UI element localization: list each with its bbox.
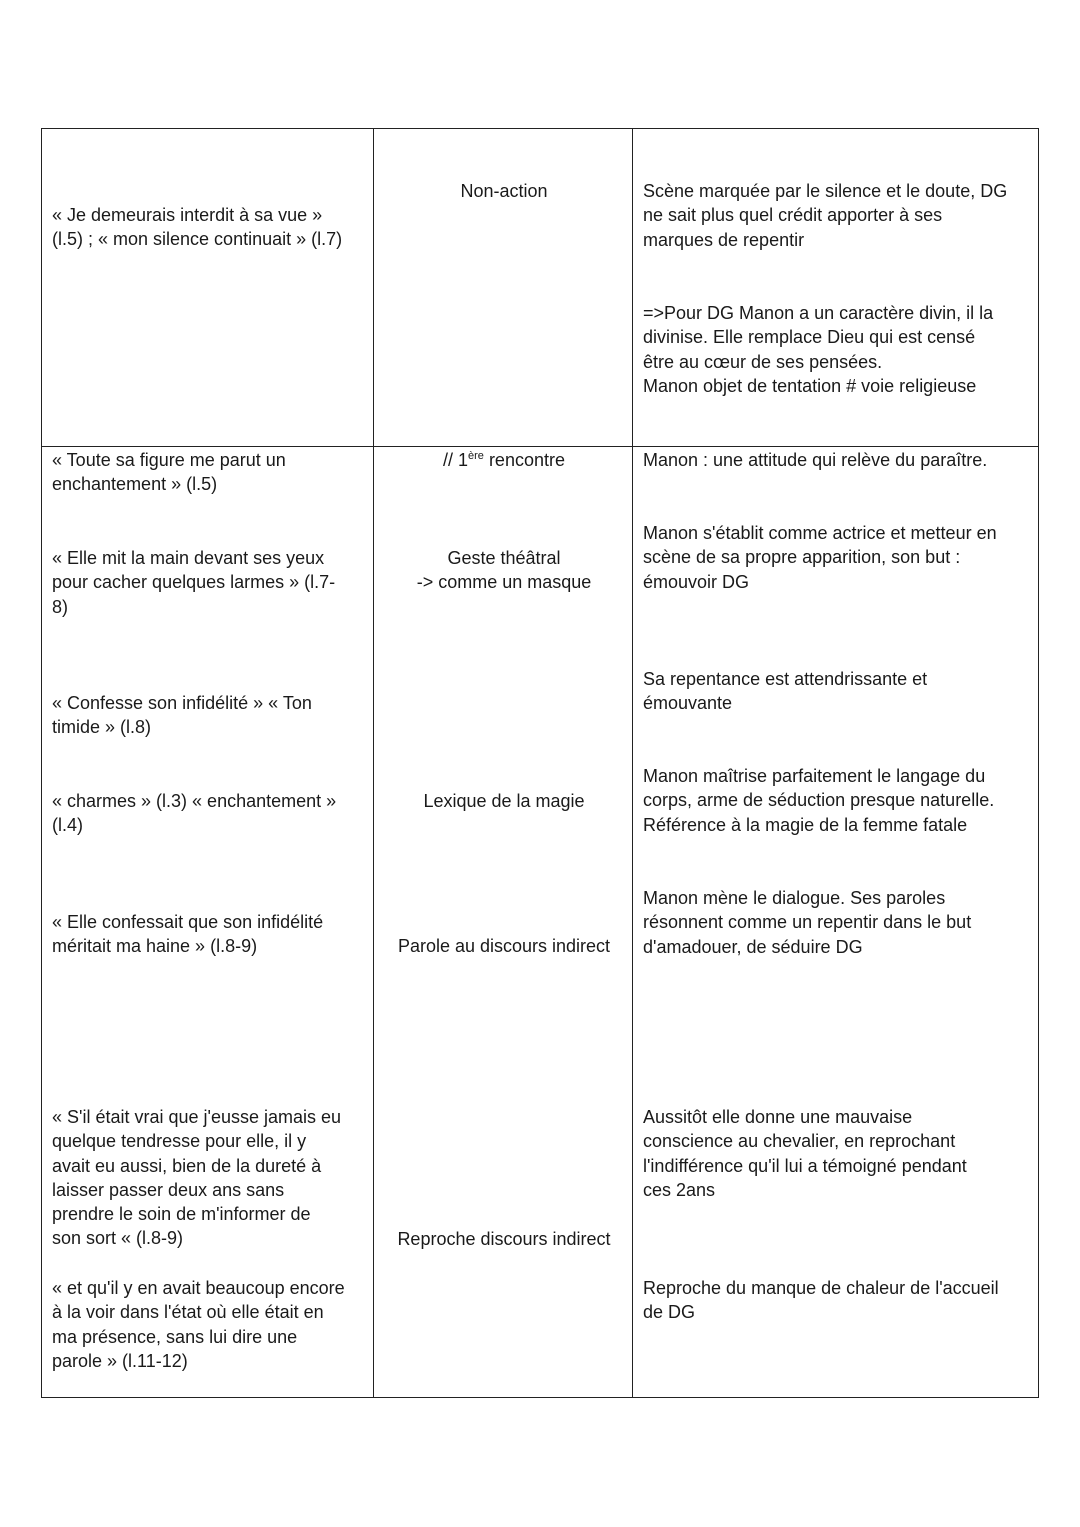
analysis-table [41,128,1039,1398]
procede-discours-indirect: Parole au discours indirect [397,936,611,956]
row-divider [42,446,1038,447]
quote-sans-dire-parole: « et qu'il y en avait beaucoup encore à la voir dans l'état où elle était en ma présence, sans lui dire une parole » (l.11-12) [52,1278,345,1371]
analyse-langage-corps: Manon maîtrise parfaitement le langage du corps, arme de séduction presque naturelle. Référence à la magie de la femme fatale [643,766,995,835]
row1-quote: « Je demeurais interdit à sa vue » (l.5) ; « mon silence continuait » (l.7) [52,205,343,250]
column-divider-1 [373,129,374,1397]
row1-analyse-divine: =>Pour DG Manon a un caractère divin, il la divinise. Elle remplace Dieu qui est censé être au cœur de ses pensées. Manon objet de tentation # voie religieuse [643,303,994,396]
quote-meritait-haine: « Elle confessait que son infidélité méritait ma haine » (l.8-9) [52,912,324,957]
analyse-mauvaise-conscience: Aussitôt elle donne une mauvaise conscience au chevalier, en reprochant l'indifférence qu'il lui a témoigné pendant ces 2ans [643,1107,967,1200]
column-divider-2 [632,129,633,1397]
quote-confesse-infidelite: « Confesse son infidélité » « Ton timide » (l.8) [52,693,312,738]
procede-geste-theatral: Geste théâtral -> comme un masque [416,548,592,593]
analyse-dialogue: Manon mène le dialogue. Ses paroles résonnent comme un repentir dans le but d'amadouer, de séduire DG [643,888,972,957]
analyse-paraitre: Manon : une attitude qui relève du paraître. [643,450,988,470]
quote-main-devant-yeux: « Elle mit la main devant ses yeux pour cacher quelques larmes » (l.7- 8) [52,548,336,617]
quote-charmes-enchantement: « charmes » (l.3) « enchantement » (l.4) [52,791,337,836]
quote-tendresse-durete: « S'il était vrai que j'eusse jamais eu quelque tendresse pour elle, il y avait eu aussi, bien de la dureté à laisser passer deux ans sans prendre le soin de m'informer de son sort « (l.8-9) [52,1107,342,1249]
quote-figure-enchantement: « Toute sa figure me parut un enchantement » (l.5) [52,450,286,495]
analyse-manque-chaleur: Reproche du manque de chaleur de l'accueil de DG [643,1278,999,1323]
analyse-actrice: Manon s'établit comme actrice et metteur en scène de sa propre apparition, son but : émouvoir DG [643,523,997,592]
procede-reproche-discours-indirect: Reproche discours indirect [397,1229,611,1249]
row1-analyse-silence: Scène marquée par le silence et le doute, DG ne sait plus quel crédit apporter à ses marques de repentir [643,181,1008,250]
procede-lexique-magie: Lexique de la magie [423,791,585,811]
procede-premiere-rencontre: // 1ère rencontre [443,450,565,470]
analyse-repentance: Sa repentance est attendrissante et émouvante [643,669,928,714]
row1-procede: Non-action [460,181,548,201]
